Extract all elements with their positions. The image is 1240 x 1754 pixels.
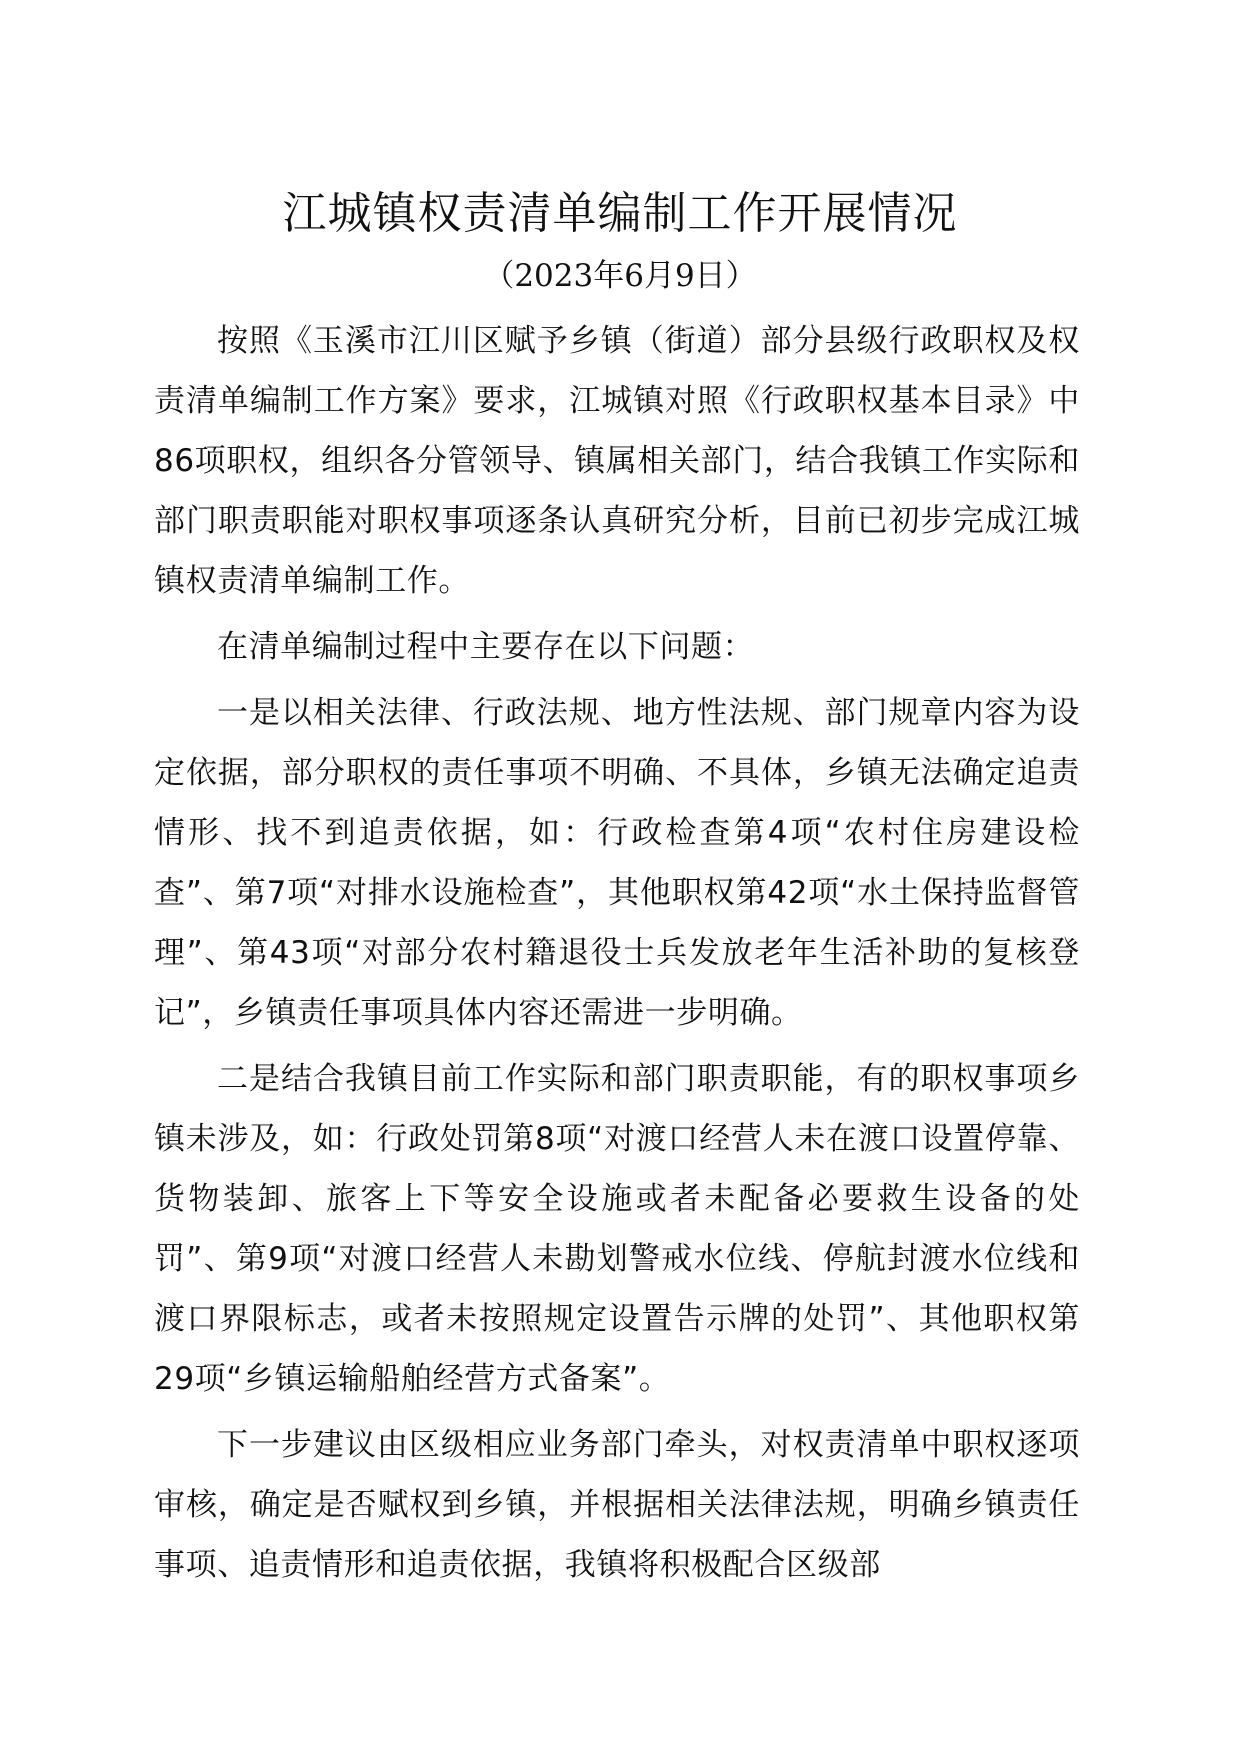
paragraph-intro: 按照《玉溪市江川区赋予乡镇（街道）部分县级行政职权及权责清单编制工作方案》要求，江城镇对照《行政职权基本目录》中86项职权，组织各分管领导、镇属相关部门，结合我镇工作实际和部门职责职能对职权事项逐条认真研究分析，目前已初步完成江城镇权责清单编制工作。 bbox=[154, 323, 1080, 599]
paragraph-next-step: 下一步建议由区级相应业务部门牵头，对权责清单中职权逐项审核，确定是否赋权到乡镇，并根据相关法律法规，明确乡镇责任事项、追责情形和追责依据，我镇将积极配合区级部 bbox=[154, 1427, 1080, 1583]
paragraph-issues-heading: 在清单编制过程中主要存在以下问题： bbox=[217, 629, 755, 665]
document-title: 江城镇权责清单编制工作开展情况 bbox=[282, 188, 958, 239]
document-date: （2023年6月9日） bbox=[483, 258, 757, 294]
paragraph-issue-one: 一是以相关法律、行政法规、地方性法规、部门规章内容为设定依据，部分职权的责任事项不明确、不具体，乡镇无法确定追责情形、找不到追责依据，如：行政检查第4项“农村住房建设检查”、第7项“对排水设施检查”，其他职权第42项“水土保持监督管理”、第43项“对部分农村籍退役士兵发放老年生活补助的复核登记”，乡镇责任事项具体内容还需进一步明确。 bbox=[154, 695, 1080, 1031]
document-body bbox=[154, 311, 1080, 1601]
paragraph-issue-two: 二是结合我镇目前工作实际和部门职责职能，有的职权事项乡镇未涉及，如：行政处罚第8项“对渡口经营人未在渡口设置停靠、货物装卸、旅客上下等安全设施或者未配备必要救生设备的处罚”、第9项“对渡口经营人未勘划警戒水位线、停航封渡水位线和渡口界限标志，或者未按照规定设置告示牌的处罚”、其他职权第29项“乡镇运输船舶经营方式备案”。 bbox=[154, 1061, 1080, 1397]
